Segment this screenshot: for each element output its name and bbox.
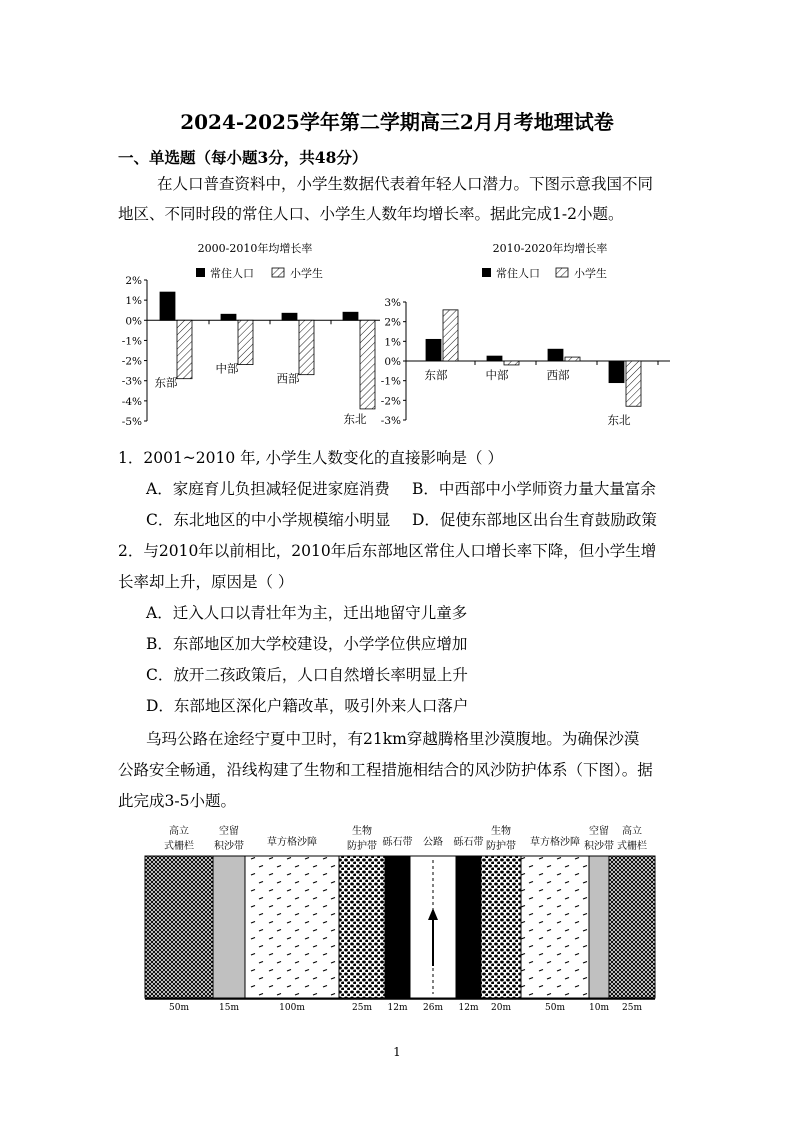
chart1-category-label: 东北 [343, 411, 367, 426]
diagram-label: 高立 [622, 826, 642, 837]
chart2-legend-resident: 常住人口 [496, 267, 540, 280]
intro2-line1: 乌玛公路在途经宁夏中卫时，有21km穿越腾格里沙漠腹地。为确保沙漠 [146, 730, 640, 748]
chart2-category-label: 西部 [546, 368, 570, 382]
chart-2000-2010 [122, 241, 380, 428]
chart1-bar-resident [160, 292, 175, 320]
diagram-band [589, 856, 609, 998]
chart2-category-label: 中部 [485, 368, 509, 382]
diagram-band [145, 856, 213, 998]
q2-stem-line1: 2．与2010年以前相比，2010年后东部地区常住人口增长率下降，但小学生增 [118, 542, 657, 560]
diagram-label: 生物 [352, 826, 372, 837]
sand-protection-diagram [140, 822, 660, 1014]
chart1-ytick-label: 1% [125, 295, 142, 308]
chart1-category-label: 西部 [276, 371, 300, 386]
chart1-ytick-label: -4% [121, 395, 142, 408]
chart2-ytick-label: 2% [384, 316, 401, 329]
q2-option-a: A．迁入人口以青壮年为主，迁出地留守儿童多 [146, 604, 468, 622]
chart-2010-2020 [381, 241, 670, 427]
diagram-band [245, 856, 339, 998]
chart2-legend-pupil: 小学生 [574, 267, 607, 280]
diagram-width-label: 10m [589, 1003, 609, 1013]
diagram-width-label: 25m [622, 1003, 642, 1013]
q1-stem: 1．2001~2010 年, 小学生人数变化的直接影响是（ ） [118, 449, 503, 467]
chart2-legend-swatch-pupil [556, 268, 568, 277]
q2-option-c: C．放开二孩政策后，人口自然增长率明显上升 [146, 666, 468, 684]
diagram-band [521, 856, 589, 998]
chart2-bar-resident [548, 349, 563, 361]
chart2-legend-swatch-resident [482, 268, 491, 277]
diagram-width-label: 26m [423, 1003, 443, 1013]
growth-rate-charts [110, 232, 700, 432]
intro1-line1: 在人口普查资料中，小学生数据代表着年轻人口潜力。下图示意我国不同 [157, 175, 654, 193]
diagram-label: 积沙带 [214, 841, 244, 852]
diagram-label: 草方格沙障 [530, 837, 580, 848]
diagram-width-label: 15m [219, 1003, 239, 1013]
section-heading: 一、单选题（每小题3分，共48分） [118, 148, 368, 167]
chart1-ytick-label: -1% [121, 335, 142, 348]
chart2-bar-resident [609, 361, 624, 383]
chart2-ytick-label: 3% [384, 297, 401, 309]
diagram-label: 积沙带 [584, 841, 614, 852]
chart2-ytick-label: 0% [384, 356, 401, 368]
chart1-bar-resident [282, 313, 297, 320]
chart2-bar-pupil [504, 361, 519, 365]
chart1-category-label: 东部 [154, 375, 178, 390]
chart1-legend-swatch-resident [196, 268, 205, 277]
diagram-width-label: 50m [545, 1003, 565, 1013]
chart1-legend-swatch-pupil [272, 268, 284, 277]
diagram-label: 生物 [491, 826, 511, 837]
chart2-bar-pupil [443, 310, 458, 361]
diagram-label: 高立 [169, 826, 189, 837]
diagram-label: 防护带 [486, 841, 516, 852]
diagram-label: 空留 [589, 826, 609, 837]
chart1-legend-resident: 常住人口 [210, 267, 254, 280]
chart2-category-label: 东北 [607, 413, 631, 428]
diagram-width-label: 20m [491, 1003, 511, 1013]
q1-option-c: C．东北地区的中小学规模缩小明显 [146, 511, 391, 529]
q2-option-d: D．东部地区深化户籍改革，吸引外来人口落户 [146, 697, 469, 715]
diagram-label: 砾石带 [382, 837, 413, 848]
chart1-bar-pupil [360, 320, 375, 409]
diagram-band [456, 856, 481, 998]
diagram-band [609, 856, 655, 998]
diagram-label: 草方格沙障 [267, 837, 317, 848]
diagram-label: 公路 [423, 837, 443, 848]
diagram-band [481, 856, 521, 998]
intro2-line3: 此完成3-5小题。 [118, 792, 236, 810]
diagram-width-label: 12m [458, 1003, 479, 1013]
chart1-bar-pupil [238, 320, 253, 364]
diagram-band [339, 856, 385, 998]
diagram-band [385, 856, 410, 998]
chart2-bar-resident [426, 339, 441, 361]
chart2-ytick-label: 1% [384, 336, 401, 349]
diagram-band [213, 856, 245, 998]
chart1-category-label: 中部 [215, 361, 239, 376]
chart1-bar-pupil [177, 320, 192, 378]
diagram-label: 砾石带 [453, 837, 484, 848]
chart1-legend-pupil: 小学生 [290, 267, 323, 280]
chart2-title: 2010-2020年均增长率 [492, 242, 608, 255]
intro2-line2: 公路安全畅通，沿线构建了生物和工程措施相结合的风沙防护体系（下图）。据 [118, 761, 653, 779]
q1-option-a: A．家庭育儿负担减轻促进家庭消费 [146, 480, 390, 498]
q1-option-d: D．促使东部地区出台生育鼓励政策 [412, 511, 657, 529]
diagram-width-label: 50m [169, 1003, 189, 1013]
page-number: 1 [393, 1045, 401, 1059]
paper-title: 2024-2025学年第二学期高三2月月考地理试卷 [180, 110, 614, 134]
diagram-label: 空留 [219, 826, 239, 837]
chart2-bar-pupil [565, 357, 580, 361]
q1-option-b: B．中西部中小学师资力量大量富余 [412, 480, 656, 498]
chart1-title: 2000-2010年均增长率 [197, 242, 313, 255]
diagram-label: 防护带 [347, 841, 377, 852]
chart2-category-label: 东部 [424, 368, 448, 382]
chart1-bar-resident [343, 312, 358, 320]
chart1-ytick-label: -5% [121, 416, 142, 428]
chart2-ytick-label: -3% [380, 415, 401, 427]
diagram-width-label: 12m [387, 1003, 408, 1013]
chart2-ytick-label: -1% [380, 375, 401, 388]
chart1-bar-pupil [299, 320, 314, 374]
diagram-label: 式栅栏 [617, 841, 647, 852]
diagram-width-label: 100m [279, 1003, 305, 1013]
chart1-ytick-label: 0% [125, 315, 142, 328]
intro1-line2: 地区、不同时段的常住人口、小学生人数年均增长率。据此完成1-2小题。 [118, 205, 624, 223]
chart2-bar-pupil [626, 361, 641, 406]
q2-stem-line2: 长率却上升，原因是（ ） [118, 573, 294, 591]
q2-option-b: B．东部地区加大学校建设，小学学位供应增加 [146, 635, 468, 653]
chart1-ytick-label: -2% [121, 355, 142, 368]
chart1-ytick-label: -3% [121, 375, 142, 388]
diagram-width-label: 25m [352, 1003, 372, 1013]
chart2-ytick-label: -2% [380, 395, 401, 408]
diagram-label: 式栅栏 [164, 841, 194, 852]
chart1-ytick-label: 2% [125, 275, 142, 287]
chart1-bar-resident [221, 314, 236, 320]
chart2-bar-resident [487, 356, 502, 361]
